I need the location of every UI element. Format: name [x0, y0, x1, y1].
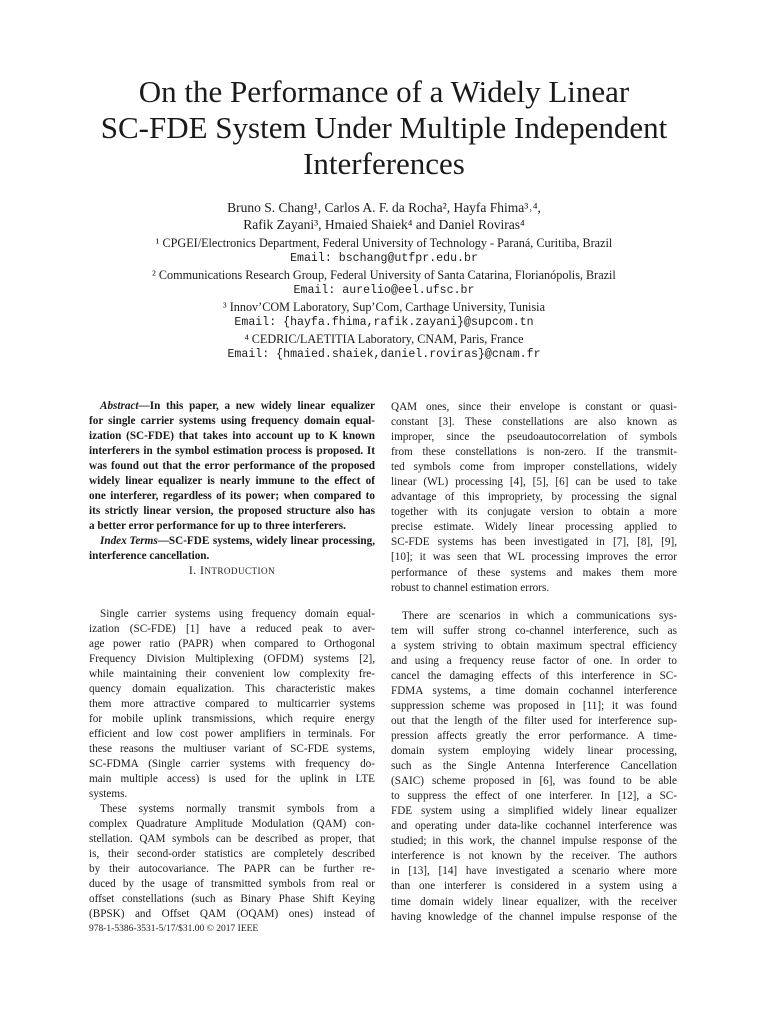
body-line: from these constellations is non-zero. If the transmit- [391, 446, 677, 459]
body-line: quency domain equalization. This characteristic makes [89, 682, 375, 695]
author-line: Rafik Zayani³, Hmaied Shaiek⁴ and Daniel Roviras⁴ [243, 217, 525, 232]
body-line: such as the Single Antenna Interference Cancellation [391, 760, 677, 773]
body-line: linear (WL) processing [4], [5], [6] can be used to take [391, 476, 677, 489]
section-title-rest: NTRODUCTION [204, 566, 276, 576]
body-line: constant [3]. These constellations are also known as [391, 416, 677, 429]
body-line: systems. [89, 788, 128, 801]
intro-paragraph-1 [89, 607, 375, 803]
author-list [60, 199, 708, 233]
abstract-line: for single carrier systems using frequency domain equal- [89, 415, 375, 428]
body-line: out that the length of the filter used for interference sup- [391, 714, 677, 727]
body-line: to suppress the effect of one interferer. In [12], a SC- [391, 790, 677, 803]
body-line: performance of these systems and makes them more [391, 566, 677, 579]
body-line: in [13], [14] have investigated a scenario where more [391, 865, 677, 878]
body-line: domain system employing widely linear processing, [391, 745, 677, 758]
abstract-line: ization (SC-FDE) that takes into account up to K known [89, 430, 375, 443]
body-line: SC-FDMA (Single carrier systems with frequency do- [89, 757, 375, 770]
section-heading-introduction [89, 563, 375, 578]
body-line: (SAIC) scheme proposed in [6], was found to be able [391, 775, 677, 788]
body-line: FDMA systems, a time domain cochannel interference [391, 684, 677, 697]
body-line: age power ratio (PAPR) when compared to Orthogonal [89, 637, 375, 650]
body-line: by their autocovariance. The PAPR can be further re- [89, 863, 375, 876]
body-line: advantage of this impropriety, by processing the signal [391, 491, 677, 504]
body-line: stellation. QAM symbols can be described as proper, that [89, 833, 375, 846]
section-title-initial: I [199, 563, 205, 577]
body-line: these reasons the multiuser variant of SC-FDE systems, [89, 742, 375, 755]
title-line: SC-FDE System Under Multiple Independent [100, 110, 668, 145]
right-paragraph-2 [391, 609, 677, 925]
body-line: ization (SC-FDE) [1] have a reduced peak to aver- [89, 622, 375, 635]
body-line: is, their second-order statistics are completely described [89, 848, 375, 861]
section-numeral: I. [188, 563, 197, 577]
body-line: them more attractive compared to multicarrier systems [89, 697, 375, 710]
affiliation-email: Email: {hayfa.fhima,rafik.zayani}@supcom.tn [234, 316, 534, 329]
affiliation-email: Email: bschang@utfpr.edu.br [290, 252, 478, 265]
affiliation-email: Email: aurelio@eel.ufsc.br [293, 284, 475, 297]
body-line: cancel the damaging effects of this interference in SC- [391, 669, 677, 682]
body-line: a system striving to obtain maximum spectral efficiency [391, 639, 677, 652]
body-line: together with its conjugate version to obtain a more [391, 506, 677, 519]
body-line: QAM ones, since their envelope is constant or quasi- [391, 401, 677, 413]
body-line: Single carrier systems using frequency domain equal- [100, 607, 375, 620]
abstract [89, 399, 375, 534]
body-line: main multiple access) is used for the uplink in LTE [89, 773, 375, 786]
body-line: for mobile uplink transmissions, which require energy [89, 712, 375, 725]
body-line: offset constellations (such as Binary Phase Shift Keying [89, 893, 375, 906]
abstract-line: a better error performance for up to three interferers. [89, 520, 346, 533]
affiliation: ¹ CPGEI/Electronics Department, Federal University of Technology - Paraná, Curitiba, Brazil [155, 236, 613, 250]
affiliation-email: Email: {hmaied.shaiek,daniel.roviras}@cnam.fr [227, 348, 541, 361]
right-column [391, 400, 677, 925]
abstract-line: one interferer, regardless of its power; when compared to [89, 490, 375, 503]
body-line: There are scenarios in which a communications sys- [402, 609, 677, 622]
body-line: interference is not known by the receiver. The authors [391, 850, 677, 863]
right-paragraph-1 [391, 400, 677, 596]
affiliation: ⁴ CEDRIC/LAETITIA Laboratory, CNAM, Paris, France [244, 332, 524, 346]
body-line: duced by the usage of transmitted symbols from real or [89, 878, 375, 891]
abstract-line: widely linear equalizer is nearly immune to the effect of [89, 475, 375, 488]
body-line: improper, since the pseudoautocorrelation of symbols [391, 431, 677, 444]
body-line: while maintaining their convenient low complexity fre- [89, 667, 375, 680]
body-line: ted symbols come from improper constellations, widely [391, 461, 677, 474]
body-line: and operating under data-like cochannel interference was [391, 820, 677, 833]
index-terms-label: Index Terms [100, 535, 158, 548]
abstract-line: was found out that the error performance of the proposed [89, 460, 375, 473]
abstract-label: Abstract [100, 400, 139, 412]
left-column [89, 399, 375, 923]
body-line: (BPSK) and Offset QAM (OQAM) ones) instead of [89, 908, 375, 921]
abstract-line: its strictly linear version, the proposed structure also has [89, 505, 375, 518]
author-line: Bruno S. Chang¹, Carlos A. F. da Rocha², Hayfa Fhima³˒⁴, [227, 200, 541, 215]
body-line: having knowledge of the channel impulse response of the [391, 910, 677, 923]
body-line: [10]; it was seen that WL processing improves the error [391, 551, 677, 564]
body-line: tem will suffer strong co-channel interference, such as [391, 624, 677, 637]
body-line: time domain widely linear equalizer, with the receiver [391, 895, 677, 908]
abstract-line: interferers in the symbol estimation process is proposed. It [89, 445, 375, 458]
title-line: On the Performance of a Widely Linear [138, 74, 630, 109]
body-line: precise estimate. Widely linear processing applied to [391, 521, 677, 534]
affiliation: ³ Innov’COM Laboratory, Sup’Com, Carthage University, Tunisia [223, 300, 545, 314]
body-line: These systems normally transmit symbols from a [100, 803, 375, 816]
index-terms [89, 534, 375, 564]
body-line: than one interferer is considered in a system using a [391, 880, 677, 893]
intro-paragraph-2 [89, 802, 375, 922]
body-line: FDE system using a simplified widely linear equalizer [391, 805, 677, 818]
copyright-footer: 978-1-5386-3531-5/17/$31.00 © 2017 IEEE [89, 924, 259, 934]
index-terms-line: —SC-FDE systems, widely linear processing, [157, 535, 375, 548]
body-line: complex Quadrature Amplitude Modulation (QAM) con- [89, 818, 375, 831]
affiliations [60, 235, 708, 363]
body-line: SC-FDE systems has been investigated in [7], [8], [9], [391, 536, 677, 549]
title-line: Interferences [303, 146, 465, 181]
body-line: pression affects greatly the error performance. A time- [391, 729, 677, 742]
paper-title [60, 74, 708, 182]
body-line: Frequency Division Multiplexing (OFDM) systems [2], [89, 652, 375, 665]
affiliation: ² Communications Research Group, Federal University of Santa Catarina, Florianópolis, Brazil [152, 268, 616, 282]
body-line: studied; in this work, the channel impulse response of the [391, 835, 677, 848]
body-line: and using a frequency reuse factor of one. In order to [391, 654, 677, 667]
body-line: robust to channel estimation errors. [391, 581, 550, 594]
body-line: efficient and low cost power amplifiers in terminals. For [89, 727, 375, 740]
body-line: suppression scheme was proposed in [11]; it was found [391, 699, 677, 712]
abstract-line: —In this paper, a new widely linear equalizer [138, 400, 375, 412]
index-terms-line: interference cancellation. [89, 550, 210, 563]
